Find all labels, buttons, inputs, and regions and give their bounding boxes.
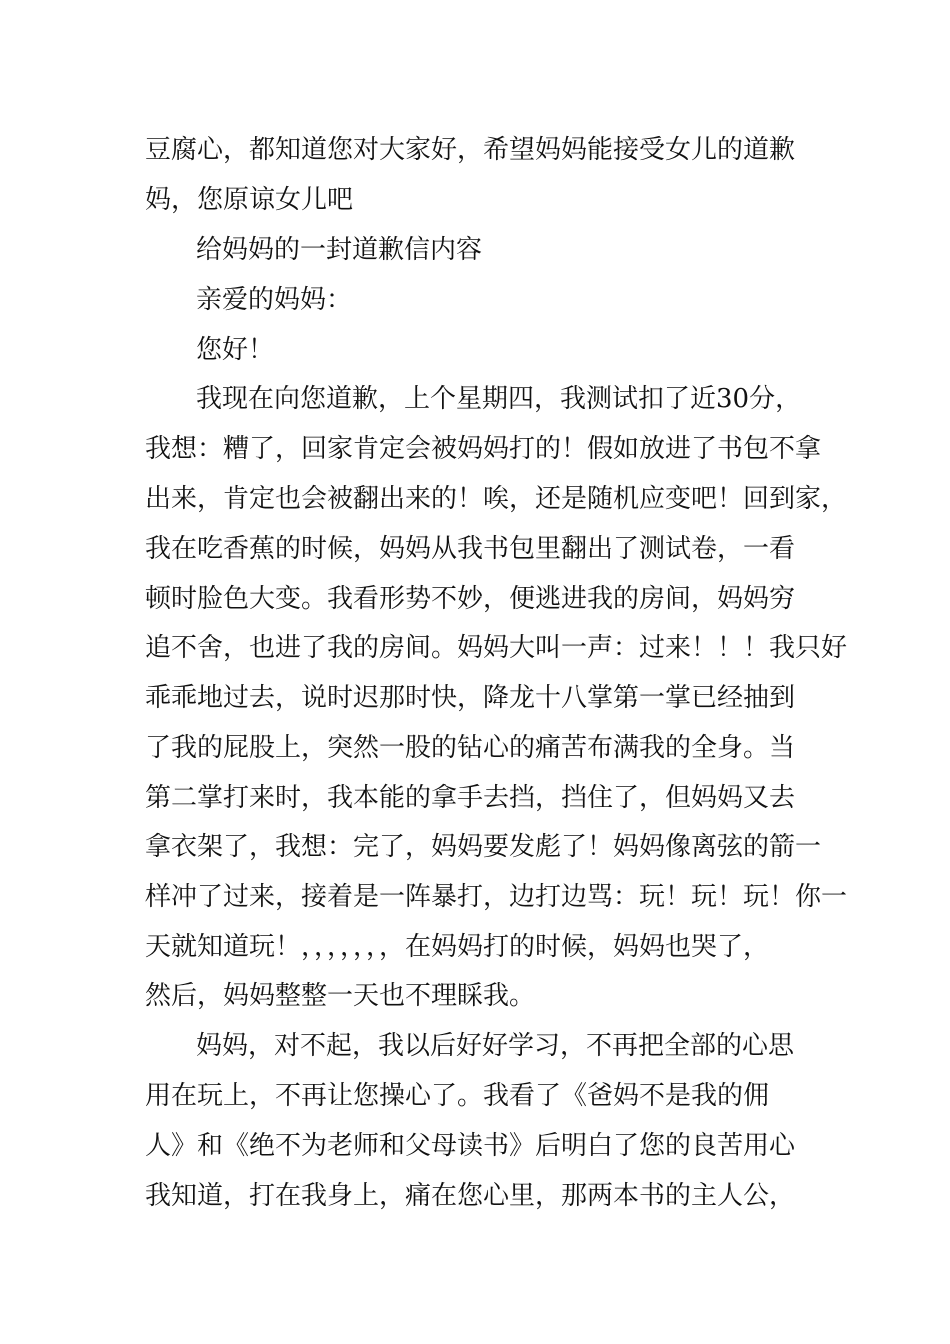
text-line: 天就知道玩！，，，，，，，在妈妈打的时候，妈妈也哭了， bbox=[145, 932, 770, 962]
text-line: 人》和《绝不为老师和父母读书》后明白了您的良苦用心 bbox=[145, 1131, 796, 1161]
text-line: 用在玩上，不再让您操心了。我看了《爸妈不是我的佣 bbox=[145, 1081, 770, 1111]
text-line: 样冲了过来，接着是一阵暴打，边打边骂：玩！玩！玩！你一 bbox=[145, 882, 848, 912]
salutation: 亲爱的妈妈： bbox=[196, 285, 353, 315]
text-line: 第二掌打来时，我本能的拿手去挡，挡住了，但妈妈又去 bbox=[145, 783, 796, 813]
text-line: 妈，您原谅女儿吧 bbox=[145, 185, 354, 215]
text-line: 我想：糟了，回家肯定会被妈妈打的！假如放进了书包不拿 bbox=[145, 434, 822, 464]
text-line: 乖乖地过去，说时迟那时快，降龙十八掌第一掌已经抽到 bbox=[145, 683, 796, 713]
text-line: 豆腐心，都知道您对大家好，希望妈妈能接受女儿的道歉 bbox=[145, 135, 796, 165]
text-line: 妈妈，对不起，我以后好好学习，不再把全部的心思 bbox=[196, 1031, 795, 1061]
text-line: 拿衣架了，我想：完了，妈妈要发彪了！妈妈像离弦的箭一 bbox=[145, 832, 822, 862]
text-line: 追不舍，也进了我的房间。妈妈大叫一声：过来！！！我只好 bbox=[145, 633, 848, 663]
text-line: 然后，妈妈整整一天也不理睬我。 bbox=[145, 981, 536, 1011]
text-line: 我现在向您道歉，上个星期四，我测试扣了近30分， bbox=[196, 384, 802, 414]
text-line: 我在吃香蕉的时候，妈妈从我书包里翻出了测试卷，一看 bbox=[145, 534, 796, 564]
text-line: 出来，肯定也会被翻出来的！唉，还是随机应变吧！回到家， bbox=[145, 484, 848, 514]
text-line: 顿时脸色大变。我看形势不妙，便逃进我的房间，妈妈穷 bbox=[145, 584, 796, 614]
greeting: 您好！ bbox=[196, 335, 275, 365]
text-line: 我知道，打在我身上，痛在您心里，那两本书的主人公， bbox=[145, 1181, 796, 1211]
section-heading: 给妈妈的一封道歉信内容 bbox=[196, 235, 483, 265]
text-line: 了我的屁股上，突然一股的钻心的痛苦布满我的全身。当 bbox=[145, 733, 796, 763]
